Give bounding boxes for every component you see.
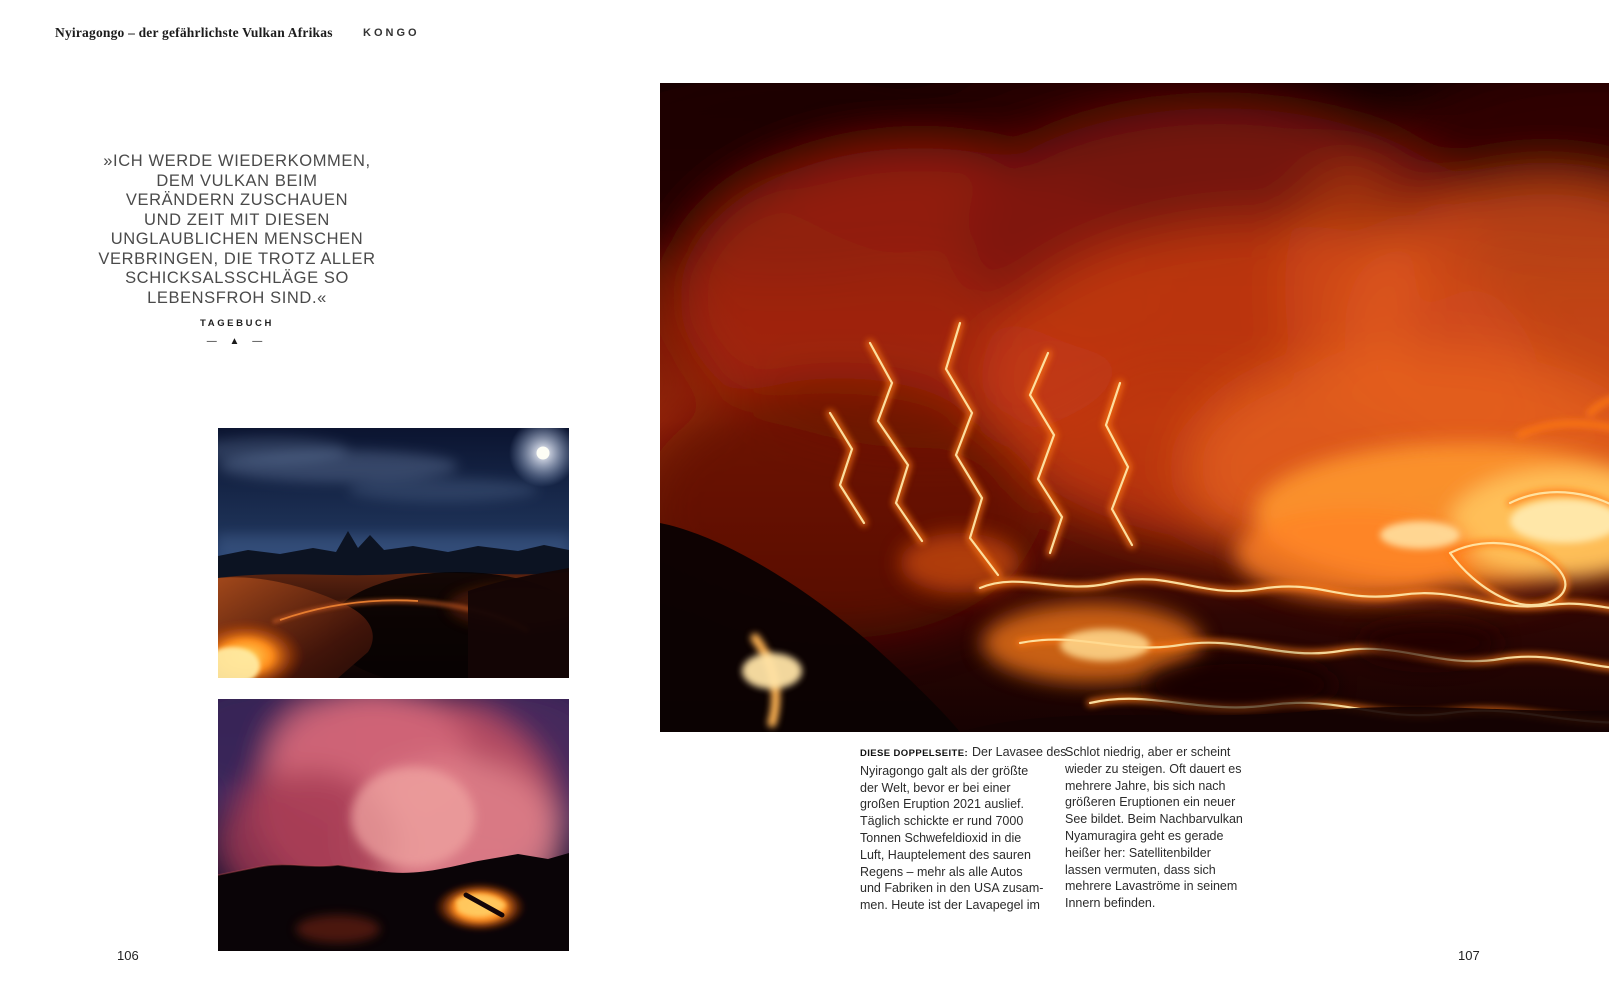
pull-quote: »ICH WERDE WIEDERKOMMEN, DEM VULKAN BEIM VERÄNDERN ZUSCHAUEN UND ZEIT MIT DIESEN UNGLAUBLICHEN MENSCHEN VERBRINGEN, DIE TROTZ ALLER SCHICKSALSSCHLÄGE SO LEBENSFROH SIND.« — [98, 152, 376, 307]
running-head: Nyiragongo – der gefährlichste Vulkan Afrikas — [55, 25, 333, 40]
photo-lava-lake — [660, 83, 1609, 732]
triangle-ornament-icon: — ▲ — — [206, 336, 268, 347]
lava-lake-image — [660, 83, 1609, 732]
pull-quote-block — [62, 152, 412, 347]
quote-source: TAGEBUCH — [200, 318, 274, 329]
caption-column-2 — [1065, 744, 1243, 912]
section-label: KONGO — [363, 27, 420, 39]
caption-first-line — [860, 744, 1067, 763]
caption-label: DIESE DOPPELSEITE: — [860, 748, 969, 759]
page-number-right: 107 — [1458, 948, 1480, 963]
photo-pink-smoke — [218, 699, 569, 951]
page-number-left: 106 — [117, 948, 139, 963]
pink-smoke-image — [218, 699, 569, 951]
crater-night-image — [218, 428, 569, 678]
caption-text-col2: Schlot niedrig, aber er scheint wieder zu steigen. Oft dauert es mehrere Jahre, bis sich nach größeren Eruptionen ein neuer See bildet. Beim Nachbarvulkan Nyamuragira geht es gerade heißer her: Satellitenbilder lassen vermuten, dass sich mehrere Lavaströme in seinem Innern befinden. — [1065, 745, 1243, 911]
caption-first-line-text: Der Lavasee des — [972, 745, 1067, 759]
photo-crater-night — [218, 428, 569, 678]
caption-column-1 — [860, 744, 1067, 914]
caption-text-col1: Nyiragongo galt als der größte der Welt, bevor er bei einer großen Eruption 2021 auslief. Täglich schickte er rund 7000 Tonnen Schwefeldioxid in die Luft, Hauptelement des sauren Regens – mehr als alle Autos und Fabriken in den USA zusam- men. Heute ist der Lavapegel im — [860, 763, 1044, 913]
